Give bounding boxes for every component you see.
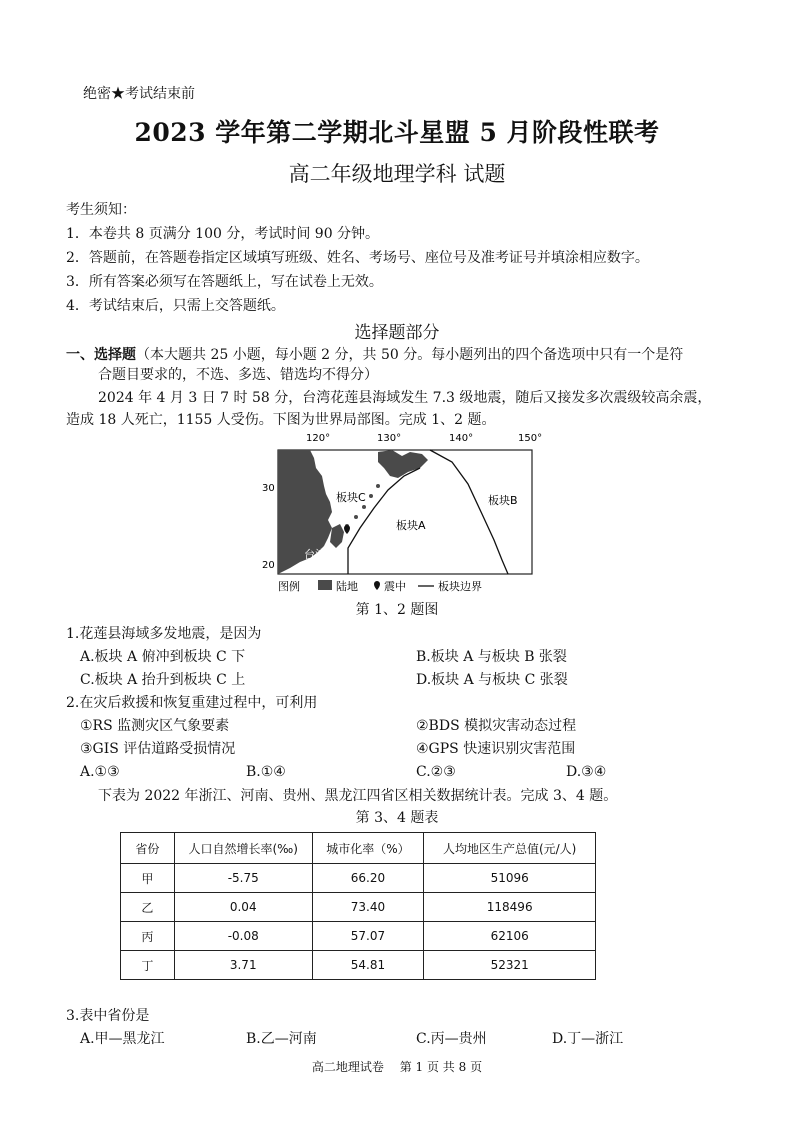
exam-subtitle: 高二年级地理学科 试题 xyxy=(288,162,506,186)
q2-item-4: ④GPS 快速识别灾害范围 xyxy=(416,741,576,757)
table-cell: 66.20 xyxy=(312,864,424,893)
q2-option-c: C.②③ xyxy=(416,764,456,780)
table-cell: -5.75 xyxy=(174,864,312,893)
lon-label-120: 120° xyxy=(306,433,331,444)
legend-boundary: 板块边界 xyxy=(438,580,482,593)
table-caption: 第 3、4 题表 xyxy=(355,810,439,826)
passage2-text: 下表为 2022 年浙江、河南、贵州、黑龙江四省区相关数据统计表。完成 3、4 题。 xyxy=(98,788,618,804)
island xyxy=(369,494,373,498)
table-cell: 62106 xyxy=(424,922,596,951)
table-cell: 118496 xyxy=(424,893,596,922)
notice-item: 4．考试结束后，只需上交答题纸。 xyxy=(66,298,285,314)
lat-label-30: 30 xyxy=(262,483,275,494)
legend-epicenter: 震中 xyxy=(384,580,406,593)
section-instruction xyxy=(66,345,683,365)
notice-heading: 考生须知： xyxy=(66,202,136,218)
q1-option-c: C.板块 A 抬升到板块 C 上 xyxy=(80,672,246,688)
table-cell: 3.71 xyxy=(174,951,312,980)
lon-label-130: 130° xyxy=(377,433,402,444)
q1-option-d: D.板块 A 与板块 C 张裂 xyxy=(416,672,568,688)
column-header: 城市化率（%） xyxy=(312,833,424,864)
q2-item-1: ①RS 监测灾区气象要素 xyxy=(80,718,230,734)
q1-option-a: A.板块 A 俯冲到板块 C 下 xyxy=(80,649,246,665)
lat-label-20: 20 xyxy=(262,560,275,571)
figure-caption: 第 1、2 题图 xyxy=(355,602,439,618)
column-header: 人口自然增长率(‰) xyxy=(174,833,312,864)
table-cell: 52321 xyxy=(424,951,596,980)
table-cell: -0.08 xyxy=(174,922,312,951)
q2-option-b: B.①④ xyxy=(246,764,286,780)
column-header: 省份 xyxy=(121,833,175,864)
table-row xyxy=(121,893,596,922)
passage1-line2: 造成 18 人死亡，1155 人受伤。下图为世界局部图。完成 1、2 题。 xyxy=(66,412,496,428)
notice-item: 2．答题前，在答题卷指定区域填写班级、姓名、考场号、座位号及准考证号并填涂相应数字。 xyxy=(66,250,649,266)
lon-label-140: 140° xyxy=(449,433,474,444)
table-cell: 丙 xyxy=(121,922,175,951)
legend-title: 图例 xyxy=(278,580,300,593)
table-cell: 51096 xyxy=(424,864,596,893)
legend-land: 陆地 xyxy=(336,580,358,593)
notice-item: 3．所有答案必须写在答题纸上，写在试卷上无效。 xyxy=(66,274,383,290)
table-cell: 54.81 xyxy=(312,951,424,980)
plate-map xyxy=(262,428,550,596)
plate-map-figure xyxy=(262,428,550,596)
column-header: 人均地区生产总值(元/人) xyxy=(424,833,596,864)
table-cell: 丁 xyxy=(121,951,175,980)
q2-item-3: ③GIS 评估道路受损情况 xyxy=(80,741,236,757)
plate-c-label: 板块C xyxy=(336,491,366,504)
table-cell: 57.07 xyxy=(312,922,424,951)
notice-item: 1．本卷共 8 页满分 100 分，考试时间 90 分钟。 xyxy=(66,226,380,242)
lon-label-150: 150° xyxy=(518,433,543,444)
secret-mark: 绝密★考试结束前 xyxy=(83,86,195,102)
section-instruction-cont: 合题目要求的，不选、多选、错选均不得分） xyxy=(98,367,378,383)
province-data-table xyxy=(120,832,596,980)
table-cell: 0.04 xyxy=(174,893,312,922)
exam-title: 2023 学年第二学期北斗星盟 5 月阶段性联考 xyxy=(134,118,660,147)
plate-a-label: 板块A xyxy=(396,519,426,532)
section-instruction-text: （本大题共 25 小题，每小题 2 分，共 50 分。每小题列出的四个备选项中只有一个是符 xyxy=(136,347,684,363)
table-row xyxy=(121,864,596,893)
q2-option-a: A.①③ xyxy=(80,764,120,780)
taiwan-label: 台湾 xyxy=(304,548,326,561)
table-cell: 73.40 xyxy=(312,893,424,922)
island xyxy=(376,484,380,488)
table-row xyxy=(121,922,596,951)
q3-option-c: C.丙—贵州 xyxy=(416,1031,487,1047)
q3-stem: 3.表中省份是 xyxy=(66,1008,150,1024)
q3-option-b: B.乙—河南 xyxy=(246,1031,317,1047)
q2-stem: 2.在灾后救援和恢复重建过程中，可利用 xyxy=(66,695,318,711)
table-header-row xyxy=(121,833,596,864)
legend-epicenter-icon xyxy=(374,581,380,590)
q1-stem: 1.花莲县海域多发地震，是因为 xyxy=(66,626,262,642)
q3-option-d: D.丁—浙江 xyxy=(552,1031,624,1047)
section-instruction-lead: 一、选择题 xyxy=(66,347,136,363)
plate-b-label: 板块B xyxy=(488,494,518,507)
q1-option-b: B.板块 A 与板块 B 张裂 xyxy=(416,649,567,665)
passage1-line1: 2024 年 4 月 3 日 7 时 58 分，台湾花莲县海域发生 7.3 级地震，随后又接发多次震级较高余震， xyxy=(98,390,712,406)
q2-option-d: D.③④ xyxy=(566,764,607,780)
q2-item-2: ②BDS 模拟灾害动态过程 xyxy=(416,718,577,734)
legend-land-swatch xyxy=(318,580,332,590)
table-cell: 甲 xyxy=(121,864,175,893)
island xyxy=(354,515,358,519)
q3-option-a: A.甲—黑龙江 xyxy=(80,1031,165,1047)
section-title: 选择题部分 xyxy=(354,323,440,343)
page-footer: 高二地理试卷 第 1 页 共 8 页 xyxy=(311,1060,483,1074)
island xyxy=(362,505,366,509)
table-row xyxy=(121,951,596,980)
table-cell: 乙 xyxy=(121,893,175,922)
